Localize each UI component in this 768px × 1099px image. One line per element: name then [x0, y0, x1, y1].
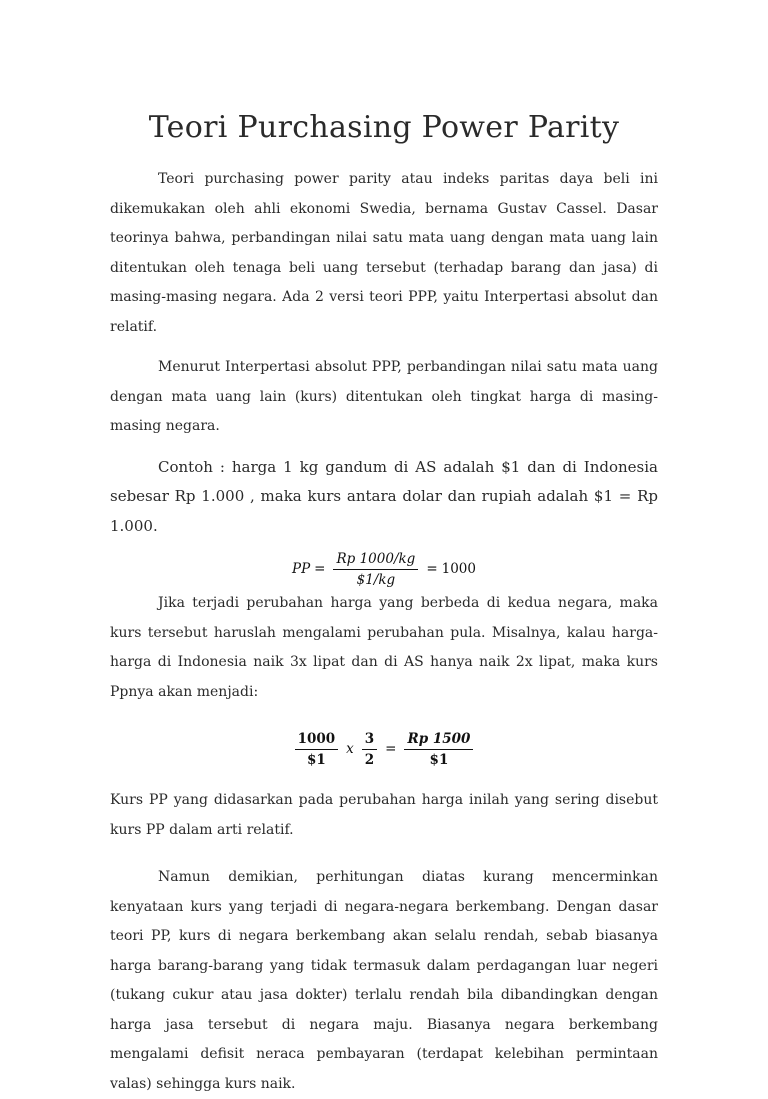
- formula-denominator: $1: [429, 751, 449, 768]
- paragraph-developing-countries: Namun demikian, perhitungan diatas kurang mencerminkan kenyataan kurs yang terjadi di negara-negara berkembang. Dengan dasar teori PP, kurs di negara berkembang akan selalu rendah, sebab biasanya harga barang-barang yang tidak termasuk dalam perdagangan luar negeri (tukang cukur atau jasa dokter) terlalu rendah bila dibandingkan dengan harga jasa tersebut di negara maju. Biasanya negara berkembang mengalami defisit neraca pembayaran (terdapat kelebihan permintaan valas) sehingga kurs naik.: [110, 869, 658, 1092]
- formula-fraction: [362, 731, 377, 768]
- formula-times: x: [346, 741, 354, 757]
- formula-denominator: $1: [306, 751, 326, 768]
- formula-fraction: [295, 731, 339, 768]
- paragraph-relative-ppp: Kurs PP yang didasarkan pada perubahan harga inilah yang sering disebut kurs PP dalam arti relatif.: [110, 792, 658, 838]
- formula-numerator: Rp 1000/kg: [333, 551, 418, 570]
- paragraph-absolute-ppp: Menurut Interpertasi absolut PPP, perbandingan nilai satu mata uang dengan mata uang lain (kurs) ditentukan oleh tingkat harga di masing-masing negara.: [110, 359, 658, 434]
- formula-absolute-ppp: [110, 549, 658, 589]
- paragraph-intro: Teori purchasing power parity atau indeks paritas daya beli ini dikemukakan oleh ahli ekonomi Swedia, bernama Gustav Cassel. Dasar teorinya bahwa, perbandingan nilai satu mata uang dengan mata uang lain ditentukan oleh tenaga beli uang tersebut (terhadap barang dan jasa) di masing-masing negara. Ada 2 versi teori PPP, yaitu Interpertasi absolut dan relatif.: [110, 171, 658, 335]
- paragraph-example: Contoh : harga 1 kg gandum di AS adalah $1 dan di Indonesia sebesar Rp 1.000 , maka kurs antara dolar dan rupiah adalah $1 = Rp 1.000.: [110, 457, 658, 535]
- formula-denominator: $1/kg: [356, 571, 396, 588]
- formula-equals: =: [314, 561, 326, 577]
- formula-numerator: 3: [362, 731, 377, 750]
- formula-numerator: Rp 1500: [404, 731, 473, 750]
- formula-equals: =: [426, 561, 438, 577]
- document-title: Teori Purchasing Power Parity: [148, 110, 620, 145]
- formula-lhs: PP: [292, 561, 311, 577]
- formula-equals: =: [385, 741, 397, 757]
- formula-fraction: [404, 731, 473, 768]
- paragraph-price-change: Jika terjadi perubahan harga yang berbeda di kedua negara, maka kurs tersebut haruslah mengalami perubahan pula. Misalnya, kalau harga-harga di Indonesia naik 3x lipat dan di AS hanya naik 2x lipat, maka kurs Ppnya akan menjadi:: [110, 595, 658, 700]
- formula-numerator: 1000: [295, 731, 339, 750]
- formula-relative-ppp: [110, 723, 658, 775]
- formula-result: 1000: [441, 561, 476, 577]
- formula-denominator: 2: [364, 751, 375, 768]
- formula-fraction: [333, 551, 418, 588]
